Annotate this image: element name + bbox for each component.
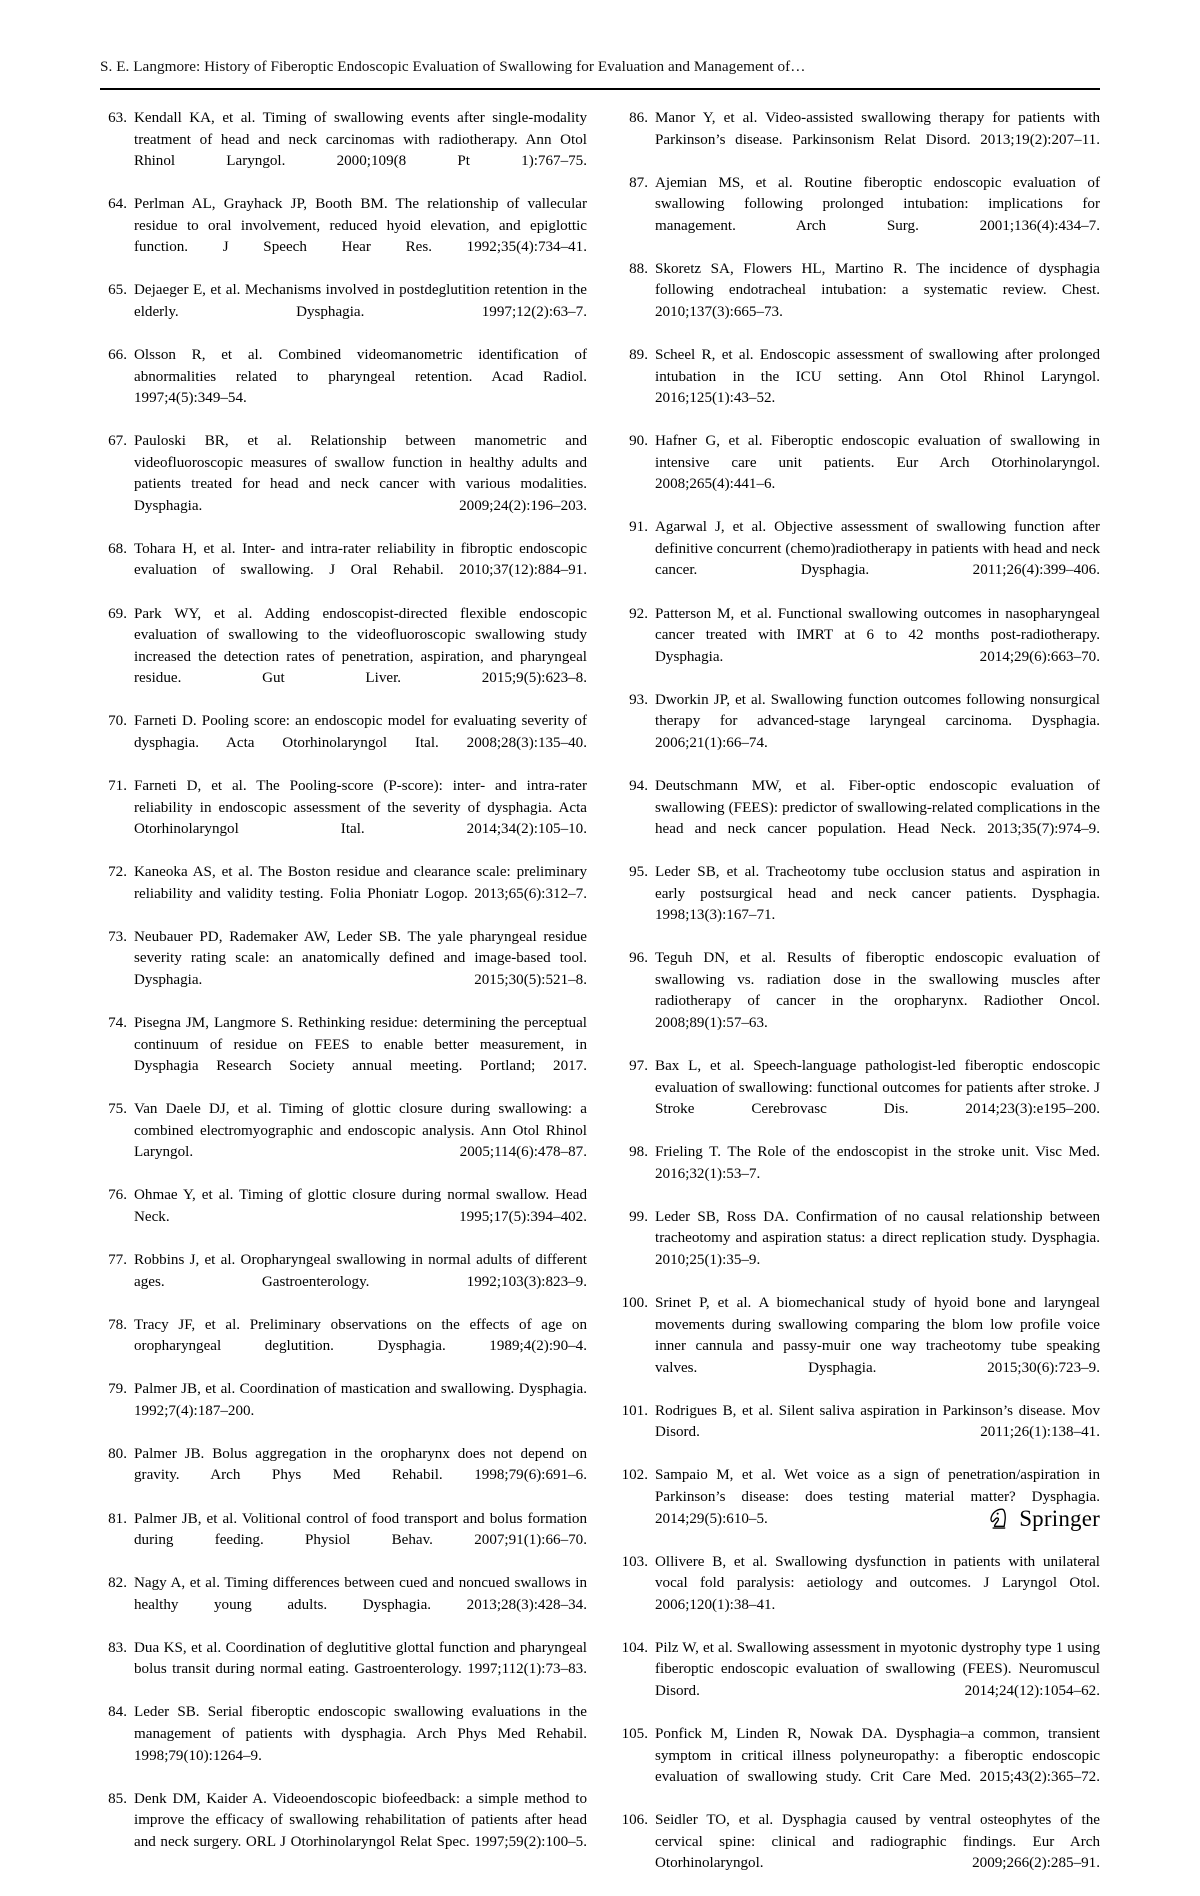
reference-item [100,1315,587,1380]
reference-text: Pilz W, et al. Swallowing assessment in myotonic dystrophy type 1 using fiberoptic endoscopic evaluation of swallowing (FEES). Neuromuscul Disord. 2014;24(12):1054–62. [655,1639,1100,1699]
reference-item [613,1810,1100,1896]
reference-text: Sampaio M, et al. Wet voice as a sign of penetration/aspiration in Parkinson’s disease: does testing material matter? Dysphagia. 2014;29(5):610–5. [655,1467,1100,1527]
reference-text: Park WY, et al. Adding endoscopist-directed flexible endoscopic evaluation of swallowing to the videofluoroscopic swallowing study increased the detection rates of penetration, aspiration, and pharyngeal residue. Gut Liver. 2015;9(5):623–8. [134,605,587,687]
reference-text: Palmer JB. Bolus aggregation in the oropharynx does not depend on gravity. Arch Phys Med Rehabil. 1998;79(6):691–6. [134,1445,587,1484]
reference-column-right [613,108,1100,1896]
reference-item [613,1056,1100,1142]
reference-text: Pisegna JM, Langmore S. Rethinking residue: determining the perceptual continuum of residue on FEES to enable better measurement, in Dysphagia Research Society annual meeting. Portland; 2017. [134,1014,587,1075]
reference-text: Frieling T. The Role of the endoscopist in the stroke unit. Visc Med. 2016;32(1):53–7. [655,1144,1100,1182]
reference-item [100,1379,587,1444]
reference-number: 104. [621,1639,648,1656]
reference-number: 84. [108,1704,127,1721]
reference-item [100,604,587,712]
reference-item [613,345,1100,431]
reference-number: 76. [108,1187,127,1204]
reference-number: 80. [108,1445,127,1462]
springer-wordmark: Springer [1019,1506,1100,1531]
reference-number: 98. [629,1144,648,1161]
reference-item [613,690,1100,776]
reference-item [613,1552,1100,1638]
springer-logo [985,1505,1100,1532]
reference-number: 100. [621,1295,648,1312]
reference-item [100,776,587,862]
reference-list-right [613,108,1100,1896]
reference-item [613,776,1100,862]
reference-item [100,1638,587,1703]
reference-number: 95. [629,864,648,881]
reference-item [613,948,1100,1056]
reference-item [100,862,587,927]
reference-item [100,1573,587,1638]
reference-text: Pauloski BR, et al. Relationship between manometric and videofluoroscopic measures of swallow function in healthy adults and patients treated for head and neck cancer with various modalities. Dysphagia. 2009;24(2):196–203. [134,433,587,514]
reference-text: Dua KS, et al. Coordination of deglutitive glottal function and pharyngeal bolus transit during normal eating. Gastroenterology. 1997;112(1):73–83. [134,1639,587,1678]
reference-text: Leder SB, et al. Tracheotomy tube occlusion status and aspiration in early postsurgical head and neck cancer patients. Dysphagia. 1998;13(3):167–71. [655,864,1100,924]
reference-text: Tohara H, et al. Inter- and intra-rater reliability in fibroptic endoscopic evaluation of swallowing. J Oral Rehabil. 2010;37(12):884–91. [134,540,587,579]
reference-text: Farneti D. Pooling score: an endoscopic model for evaluating severity of dysphagia. Acta Otorhinolaryngol Ital. 2008;28(3):135–40. [134,713,587,751]
reference-item [100,1099,587,1185]
reference-number: 97. [629,1058,648,1075]
reference-text: Leder SB. Serial fiberoptic endoscopic swallowing evaluations in the management of patients with dysphagia. Arch Phys Med Rehabil. 1998;79(10):1264–9. [134,1704,587,1764]
reference-item [100,194,587,280]
reference-list-left [100,108,587,1875]
reference-item [613,604,1100,690]
reference-number: 73. [108,928,127,945]
reference-item [613,1638,1100,1724]
reference-number: 82. [108,1575,127,1592]
reference-number: 81. [108,1510,127,1527]
reference-number: 79. [108,1381,127,1398]
reference-number: 90. [629,433,648,450]
reference-item [613,1401,1100,1466]
reference-item [613,1207,1100,1293]
running-head [100,58,1100,76]
reference-number: 101. [621,1402,648,1419]
running-head-text: S. E. Langmore: History of Fiberoptic Endoscopic Evaluation of Swallowing for Evaluation and Management of… [100,58,806,75]
reference-number: 102. [621,1467,648,1484]
reference-number: 75. [108,1101,127,1118]
reference-text: Agarwal J, et al. Objective assessment of swallowing function after definitive concurrent (chemo)radiotherapy in patients with head and neck cancer. Dysphagia. 2011;26(4):399–406. [655,519,1100,579]
reference-item [613,862,1100,948]
reference-number: 105. [621,1726,648,1743]
reference-number: 78. [108,1316,127,1333]
reference-number: 74. [108,1014,127,1031]
reference-text: Nagy A, et al. Timing differences between cued and noncued swallows in healthy young adults. Dysphagia. 2013;28(3):428–34. [134,1575,587,1613]
reference-item [613,108,1100,173]
reference-number: 63. [108,110,127,126]
reference-item [100,711,587,776]
reference-number: 85. [108,1790,127,1807]
reference-column-left [100,108,587,1896]
header-rule-divider [100,88,1100,90]
springer-knight-icon [985,1505,1012,1532]
reference-text: Manor Y, et al. Video-assisted swallowing therapy for patients with Parkinson’s disease. Parkinsonism Relat Disord. 2013;19(2):207–11. [655,110,1100,148]
reference-item [100,1702,587,1788]
reference-text: Ponfick M, Linden R, Nowak DA. Dysphagia–a common, transient symptom in critical illness polyneuropathy: a fiberoptic endoscopic evaluation of swallowing study. Crit Care Med. 2015;43(2):365–72. [655,1726,1100,1786]
reference-number: 67. [108,433,127,450]
reference-text: Patterson M, et al. Functional swallowing outcomes in nasopharyngeal cancer treated with IMRT at 6 to 42 months post-radiotherapy. Dysphagia. 2014;29(6):663–70. [655,605,1100,665]
reference-text: Deutschmann MW, et al. Fiber-optic endoscopic evaluation of swallowing (FEES): predictor of swallowing-related complications in the head and neck cancer population. Head Neck. 2013;35(7):974–9. [655,777,1100,838]
reference-text: Seidler TO, et al. Dysphagia caused by ventral osteophytes of the cervical spine: clinical and radiographic findings. Eur Arch Otorhinolaryngol. 2009;266(2):285–91. [655,1812,1100,1872]
reference-text: Scheel R, et al. Endoscopic assessment of swallowing after prolonged intubation in the ICU setting. Ann Otol Rhinol Laryngol. 2016;125(1):43–52. [655,347,1100,407]
reference-number: 94. [629,777,648,794]
reference-number: 77. [108,1251,127,1268]
reference-text: Palmer JB, et al. Coordination of mastication and swallowing. Dysphagia. 1992;7(4):187–200. [134,1381,587,1419]
reference-number: 83. [108,1639,127,1656]
reference-text: Hafner G, et al. Fiberoptic endoscopic evaluation of swallowing in intensive care unit patients. Eur Arch Otorhinolaryngol. 2008;265(4):441–6. [655,433,1100,493]
reference-text: Palmer JB, et al. Volitional control of food transport and bolus formation during feeding. Physiol Behav. 2007;91(1):66–70. [134,1510,587,1549]
reference-text: Kendall KA, et al. Timing of swallowing events after single-modality treatment of head and neck carcinomas with radiotherapy. Ann Otol Rhinol Laryngol. 2000;109(8 Pt 1):767–75. [134,110,587,170]
reference-text: Bax L, et al. Speech-language pathologist-led fiberoptic endoscopic evaluation of swallowing: functional outcomes for patients after stroke. J Stroke Cerebrovasc Dis. 2014;23(3):e195–200. [655,1058,1100,1118]
reference-number: 70. [108,713,127,730]
reference-text: Rodrigues B, et al. Silent saliva aspiration in Parkinson’s disease. Mov Disord. 2011;26(1):138–41. [655,1402,1100,1441]
reference-text: Ajemian MS, et al. Routine fiberoptic endoscopic evaluation of swallowing following prolonged intubation: implications for management. Arch Surg. 2001;136(4):434–7. [655,174,1100,234]
reference-item [100,1250,587,1315]
reference-text: Dejaeger E, et al. Mechanisms involved in postdeglutition retention in the elderly. Dysphagia. 1997;12(2):63–7. [134,282,587,320]
reference-text: Srinet P, et al. A biomechanical study of hyoid bone and laryngeal movements during swallowing comparing the blom low profile voice inner cannula and passy-muir one way tracheotomy tube speaking valves. Dysphagia. 2015;30(6):723–9. [655,1295,1100,1376]
reference-item [613,1142,1100,1207]
reference-item [613,1724,1100,1810]
reference-number: 106. [621,1812,648,1829]
reference-text: Neubauer PD, Rademaker AW, Leder SB. The yale pharyngeal residue severity rating scale: an anatomically defined and image-based tool. Dysphagia. 2015;30(5):521–8. [134,928,587,988]
reference-text: Teguh DN, et al. Results of fiberoptic endoscopic evaluation of swallowing vs. radiation dose in the swallowing muscles after radiotherapy of cancer in the oropharynx. Radiother Oncol. 2008;89(1):57–63. [655,950,1100,1031]
reference-number: 86. [629,110,648,126]
reference-columns [100,108,1100,1896]
reference-number: 92. [629,605,648,622]
reference-item [613,259,1100,345]
reference-item [100,108,587,194]
reference-number: 103. [621,1553,648,1570]
reference-item [100,1444,587,1509]
reference-text: Robbins J, et al. Oropharyngeal swallowing in normal adults of different ages. Gastroenterology. 1992;103(3):823–9. [134,1251,587,1290]
reference-text: Ohmae Y, et al. Timing of glottic closure during normal swallow. Head Neck. 1995;17(5):394–402. [134,1187,587,1225]
reference-number: 71. [108,777,127,794]
reference-item [100,431,587,539]
reference-number: 66. [108,347,127,364]
reference-number: 88. [629,260,648,277]
reference-item [613,173,1100,259]
reference-text: Denk DM, Kaider A. Videoendoscopic biofeedback: a simple method to improve the efficacy of swallowing rehabilitation of patients after head and neck surgery. ORL J Otorhinolaryngol Relat Spec. 1997;59(2):100–5. [134,1790,587,1850]
reference-text: Olsson R, et al. Combined videomanometric identification of abnormalities related to pharyngeal retention. Acad Radiol. 1997;4(5):349–54. [134,347,587,407]
reference-text: Van Daele DJ, et al. Timing of glottic closure during swallowing: a combined electromyographic and endoscopic analysis. Ann Otol Rhinol Laryngol. 2005;114(6):478–87. [134,1101,587,1161]
reference-number: 96. [629,950,648,967]
reference-text: Perlman AL, Grayhack JP, Booth BM. The relationship of vallecular residue to oral involvement, reduced hyoid elevation, and epiglottic function. J Speech Hear Res. 1992;35(4):734–41. [134,196,587,256]
reference-item [100,1185,587,1250]
reference-number: 68. [108,540,127,557]
reference-number: 91. [629,519,648,536]
reference-text: Tracy JF, et al. Preliminary observations on the effects of age on oropharyngeal deglutition. Dysphagia. 1989;4(2):90–4. [134,1316,587,1355]
reference-number: 72. [108,864,127,881]
reference-text: Dworkin JP, et al. Swallowing function outcomes following nonsurgical therapy for advanced-stage laryngeal carcinoma. Dysphagia. 2006;21(1):66–74. [655,691,1100,751]
reference-text: Kaneoka AS, et al. The Boston residue and clearance scale: preliminary reliability and validity testing. Folia Phoniatr Logop. 2013;65(6):312–7. [134,864,587,902]
reference-number: 89. [629,347,648,364]
reference-text: Farneti D, et al. The Pooling-score (P-score): inter- and intra-rater reliability in endoscopic assessment of the severity of dysphagia. Acta Otorhinolaryngol Ital. 2014;34(2):105–10. [134,777,587,838]
reference-item [100,1013,587,1099]
reference-text: Leder SB, Ross DA. Confirmation of no causal relationship between tracheotomy and aspiration status: a direct replication study. Dysphagia. 2010;25(1):35–9. [655,1208,1100,1268]
reference-item [100,927,587,1013]
reference-number: 65. [108,282,127,299]
reference-number: 69. [108,605,127,622]
reference-number: 93. [629,691,648,708]
reference-item [100,1789,587,1875]
reference-item [613,517,1100,603]
reference-item [100,280,587,345]
reference-item [613,1293,1100,1401]
reference-text: Skoretz SA, Flowers HL, Martino R. The incidence of dysphagia following endotracheal intubation: a systematic review. Chest. 2010;137(3):665–73. [655,260,1100,320]
reference-text: Ollivere B, et al. Swallowing dysfunction in patients with unilateral vocal fold paralysis: aetiology and outcomes. J Laryngol Otol. 2006;120(1):38–41. [655,1553,1100,1613]
reference-item [100,539,587,604]
reference-item [100,345,587,431]
reference-number: 87. [629,174,648,191]
reference-number: 64. [108,196,127,213]
reference-item [100,1509,587,1574]
reference-item [613,431,1100,517]
reference-number: 99. [629,1208,648,1225]
